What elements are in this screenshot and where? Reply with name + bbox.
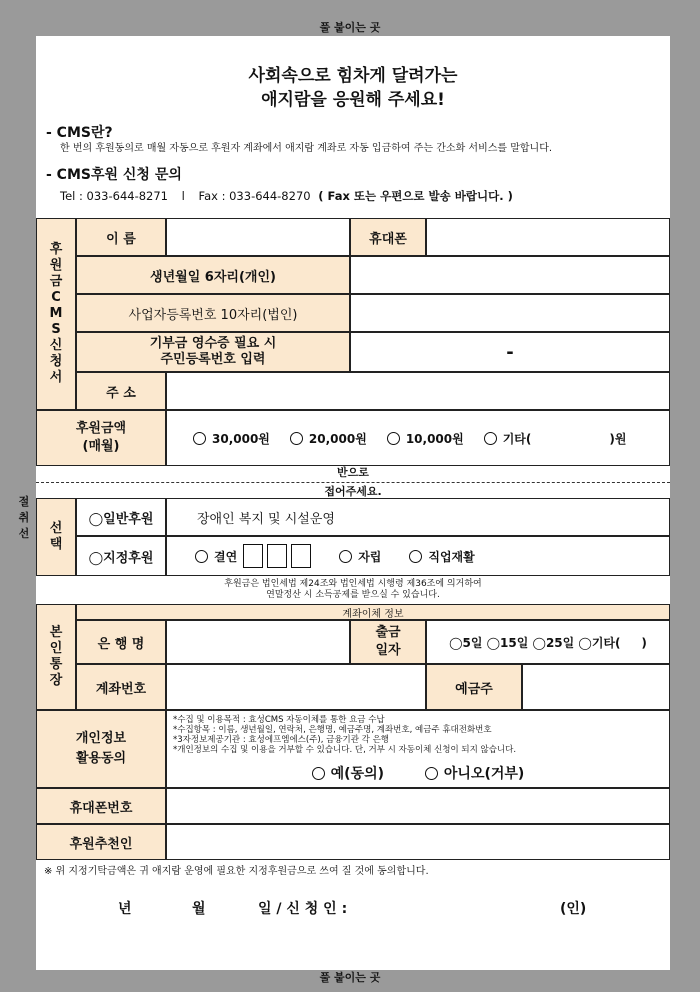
cms-vertical-label: 후 원 금 C M S 신 청 서 xyxy=(36,218,76,410)
bank-name-label: 은 행 명 xyxy=(76,620,166,664)
sponsor-box-1[interactable] xyxy=(243,544,263,568)
withdraw-date-label: 출금 일자 xyxy=(350,620,426,664)
amount-other[interactable]: 기타( )원 xyxy=(484,430,627,447)
receipt-label: 기부금 영수증 필요 시 주민등록번호 입력 xyxy=(76,332,350,372)
privacy-lines: *수집 및 이용목적 : 효성CMS 자동이체를 통한 요금 수납 *수집항목 : 이름, 생년월일, 연락처, 은행명, 예금주명, 계좌번호, 예금주 휴대전화번호 *3자정보제공기관 : 효성에프엠에스(주), 금융기관 각 은행 *개인정보의 수집 및 이용을 거부할 수 있습니다. 단, 거부 시 자동이체 신청이 되지 않습니다. xyxy=(173,715,517,755)
name-label: 이 름 xyxy=(76,218,166,256)
phone-field[interactable] xyxy=(426,218,670,256)
application-form: 사회속으로 힘차게 달려가는 애지람을 응원해 주세요! - CMS란? 한 번의 후원동의로 매월 자동으로 후원자 계좌에서 애지람 계좌로 자동 입금하여 주는 간소화 서비스를 말합니다. - CMS후원 신청 문의 Tel : 033-644-8271 l Fax : 033-644-8270 ( Fax 또는 우편으로 발송 바랍니다. ) 후 원 금 C M S 신 청 서 이 름 휴대폰 생년월일 6자리(개인) 사업자등록번호 10자리(법인) 기부금 영수증 필요 시 주민등록번호 입력 - 주 소 후원금액 (매월) 30,000원 20,000원 10,000원 기타( )원 반으로 접어주세요. 선 택 ◯일반후원 장애인 복지 및 시설운영 ◯지정후원 결연 자립 직업재활 후원금은 법인세법 제24조와 법인세법 시행령 제36조에 의거하여 연말정산 시 소득공제를 받으실 수 있습니다. 본 인 통 장 계좌이체 정보 은 행 명 출금 일자 ◯5일 ◯15일 ◯25일 ◯기타( ) 계좌번호 예금주 개인정보 활용동의 *수집 및 이용목적 : 효성CMS 자동이체를 통한 요금 수납 *수집항목 : 이름, 생년월일, 연락처, 은행명, 예금주명, 계좌번호, 예금주 휴대전화번호 *3자정보제공기관 : 효성에프엠에스(주), 금융기관 각 은행 *개인정보의 수집 및 이용을 거부할 수 있습니다. 단, 거부 시 자동이체 신청이 되지 않습니다. 예(동의) 아니오(거부) 휴대폰번호 후원추천인 ※ 위 지정기탁금액은 귀 애지람 운영에 필요한 지정후원금으로 쓰여 질 것에 동의합니다. 년 월 일 / 신 청 인 : (인) xyxy=(36,36,670,970)
amount-20000[interactable]: 20,000원 xyxy=(290,430,367,447)
amount-10000[interactable]: 10,000원 xyxy=(387,430,464,447)
account-holder-label: 예금주 xyxy=(426,664,522,710)
cms-description: 한 번의 후원동의로 매월 자동으로 후원자 계좌에서 애지람 계좌로 자동 입금하여 주는 간소화 서비스를 말합니다. xyxy=(60,143,553,154)
cms-heading: - CMS란? xyxy=(46,125,113,141)
mobile-label: 휴대폰번호 xyxy=(36,788,166,824)
account-number-label: 계좌번호 xyxy=(76,664,166,710)
biz-number-label: 사업자등록번호 10자리(법인) xyxy=(76,294,350,332)
privacy-agree[interactable]: 예(동의) xyxy=(312,763,384,783)
amount-options xyxy=(166,410,670,466)
tel-number: Tel : 033-644-8271 xyxy=(60,189,168,203)
tax-note: 후원금은 법인세법 제24조와 법인세법 시행령 제36조에 의거하여 연말정산 시 소득공제를 받으실 수 있습니다. xyxy=(224,579,482,600)
consent-note: ※ 위 지정기탁금액은 귀 애지람 운영에 필요한 지정후원금으로 쓰여 질 것에 동의합니다. xyxy=(44,866,429,877)
selection-vertical-label: 선 택 xyxy=(36,498,76,576)
general-support-option[interactable]: ◯일반후원 xyxy=(76,498,166,536)
option-independence[interactable]: 자립 xyxy=(339,548,381,565)
amount-30000[interactable]: 30,000원 xyxy=(193,430,270,447)
sponsor-box-2[interactable] xyxy=(267,544,287,568)
bank-header: 계좌이체 정보 xyxy=(76,604,670,620)
bank-name-field[interactable] xyxy=(166,620,350,664)
fold-instruction: 반으로 xyxy=(337,466,369,479)
resident-number-field[interactable]: - xyxy=(350,332,670,372)
sponsor-box-3[interactable] xyxy=(291,544,311,568)
designated-support-option[interactable]: ◯지정후원 xyxy=(76,536,166,576)
birth-label: 생년월일 6자리(개인) xyxy=(76,256,350,294)
address-label: 주 소 xyxy=(76,372,166,410)
general-support-desc: 장애인 복지 및 시설운영 xyxy=(166,498,670,536)
option-vocational[interactable]: 직업재활 xyxy=(409,548,474,565)
address-field[interactable] xyxy=(166,372,670,410)
withdraw-date-options[interactable]: ◯5일 ◯15일 ◯25일 ◯기타( ) xyxy=(426,620,670,664)
privacy-label: 개인정보 활용동의 xyxy=(36,710,166,788)
contact-line: Tel : 033-644-8271 l Fax : 033-644-8270 ( Fax 또는 우편으로 발송 바랍니다. ) xyxy=(60,189,513,203)
privacy-disagree[interactable]: 아니오(거부) xyxy=(425,763,524,783)
seal-mark: (인) xyxy=(560,901,587,917)
biz-number-field[interactable] xyxy=(350,294,670,332)
option-sponsorship[interactable]: 결연 xyxy=(195,548,237,565)
referrer-label: 후원추천인 xyxy=(36,824,166,860)
birth-field[interactable] xyxy=(350,256,670,294)
amount-label: 후원금액 (매월) xyxy=(36,410,166,466)
bank-vertical-label: 본 인 통 장 xyxy=(36,604,76,710)
fax-note: ( Fax 또는 우편으로 발송 바랍니다. ) xyxy=(318,189,513,203)
glue-label-top: 풀 붙이는 곳 xyxy=(319,21,381,34)
cut-line-label: 절 취 선 xyxy=(18,495,30,540)
fax-number: Fax : 033-644-8270 xyxy=(198,189,311,203)
referrer-field[interactable] xyxy=(166,824,670,860)
privacy-terms xyxy=(166,710,670,788)
inquiry-heading: - CMS후원 신청 문의 xyxy=(46,167,182,183)
mobile-field[interactable] xyxy=(166,788,670,824)
account-number-field[interactable] xyxy=(166,664,426,710)
account-holder-field[interactable] xyxy=(522,664,670,710)
name-field[interactable] xyxy=(166,218,350,256)
designated-options xyxy=(166,536,670,576)
phone-label: 휴대폰 xyxy=(350,218,426,256)
form-title: 사회속으로 힘차게 달려가는 애지람을 응원해 주세요! xyxy=(248,66,458,110)
fold-instruction-2: 접어주세요. xyxy=(324,485,382,498)
glue-label-bottom: 풀 붙이는 곳 xyxy=(319,971,381,984)
